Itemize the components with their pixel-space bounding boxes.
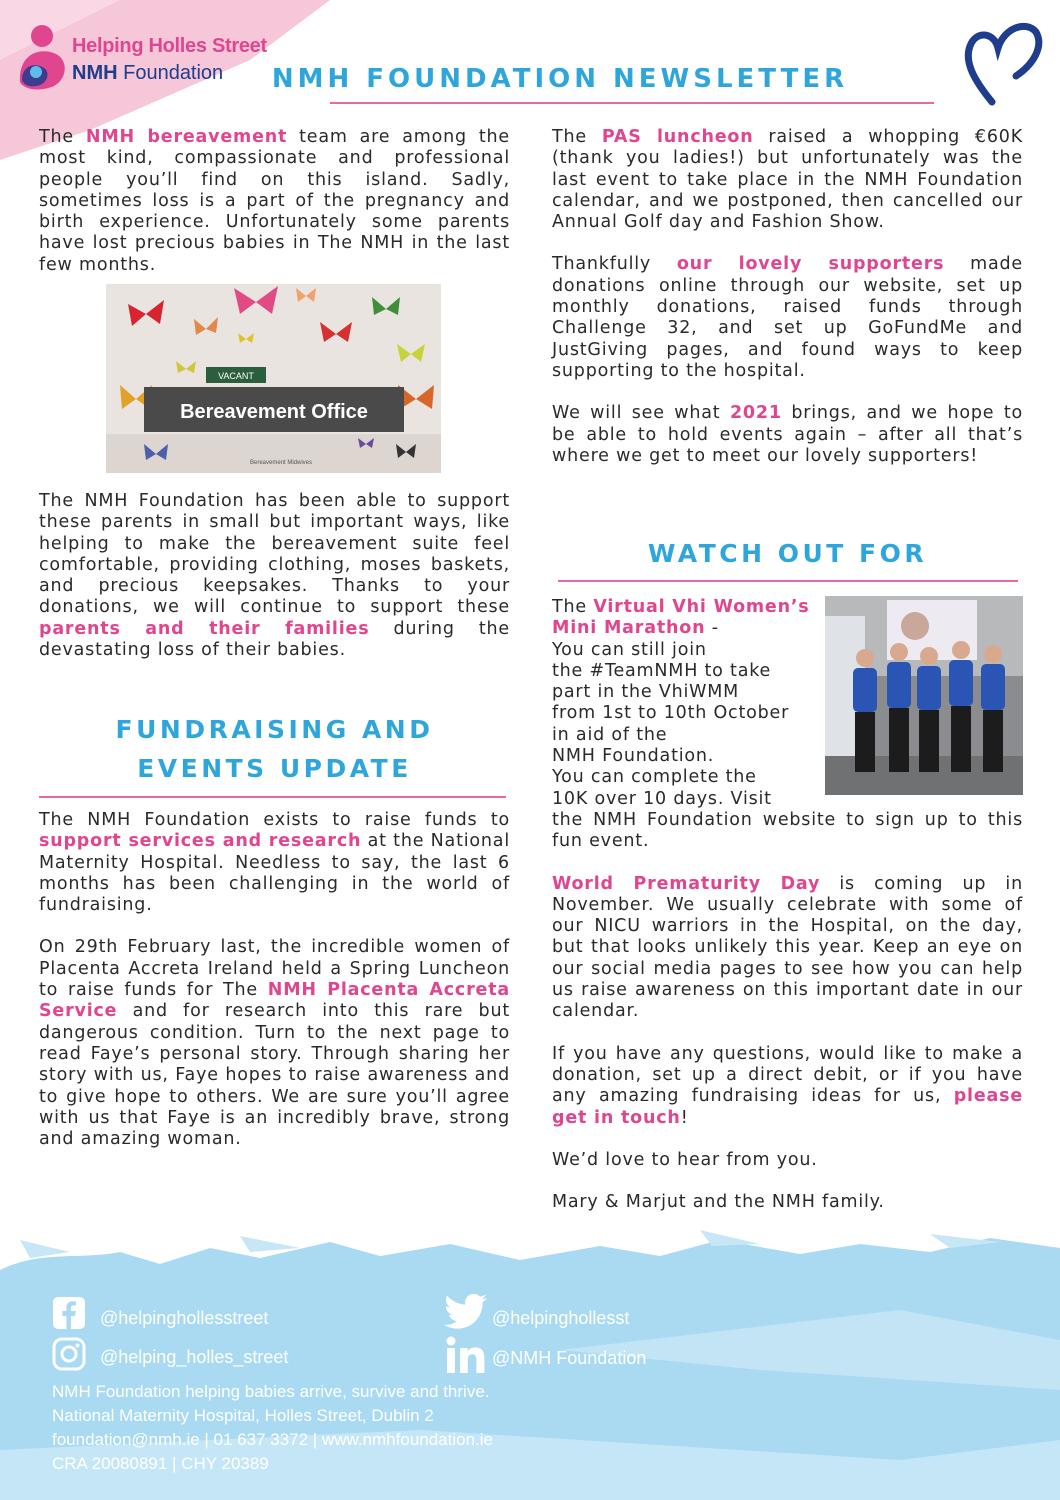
footer-charity-numbers: CRA 20080891 | CHY 20389 [52,1454,269,1473]
foundation-purpose-paragraph: The NMH Foundation exists to raise funds to support services and research at the National Maternity Hospital. Needless to say, the last 6 months has been challenging in the world of fundraising. [39,810,510,916]
linkedin-icon[interactable] [446,1336,486,1374]
mini-marathon-lines: The Virtual Vhi Women’s Mini Marathon - You can still join the #TeamNMH to take part in the VhiWMM from 1st to 10th October in aid of the NMH Foundation. You can complete the 10K over 10 days. Visit [552,597,810,809]
placenta-luncheon-paragraph: On 29th February last, the incredible women of Placenta Accreta Ireland held a Spring Luncheon to raise funds for The NMH Placenta Accreta Service and for research into this rare but dangerous condition. Turn to the next page to read Faye’s personal story. Through sharing her story with us, Faye hopes to raise awareness and to give hope to others. We are sure you’ll agree with us that Faye is an incredibly brave, strong and amazing woman. [39,937,510,1150]
pas-highlight: PAS luncheon [601,127,754,147]
prematurity-highlight: World Prematurity Day [552,873,821,894]
linkedin-handle[interactable]: @NMH Foundation [492,1348,647,1368]
bereavement-highlight: NMH bereavement [85,127,288,147]
prematurity-day-paragraph: World Prematurity Day is coming up in November. We usually celebrate with some of our NICU warriors in the Hospital, on the day, but that looks unlikely this year. Keep an eye on our social media pages to see how you can help us raise awareness on this important date in our calendar. [552,873,1023,1022]
vacant-sign-text: VACANT [218,371,254,381]
hear-from-you-text: We’d love to hear from you. [552,1149,818,1170]
mini-marathon-continued: the NMH Foundation website to sign up to this fun event. [552,810,1023,852]
placenta-service-highlight: NMH Placenta Accreta Service [39,980,510,1022]
get-in-touch-highlight[interactable]: please get in touch [552,1086,1023,1128]
logo-subtitle-rest: Foundation [117,62,224,84]
watch-out-divider [558,580,1018,582]
heart-icon [964,18,1044,108]
logo-subtitle [72,62,223,85]
supporters-highlight: our lovely supporters [676,254,945,275]
mini-marathon-highlight: Virtual Vhi Women’s [593,597,810,617]
footer-address: National Maternity Hospital, Holles Street, Dublin 2 [52,1406,434,1425]
twitter-icon[interactable] [444,1294,488,1330]
contact-paragraph: If you have any questions, would like to make a donation, set up a direct debit, or if you have any amazing fundraising ideas for us, please get in touch! [552,1043,1023,1128]
year-highlight: 2021 [729,403,782,424]
twitter-handle[interactable]: @helpinghollesst [492,1308,630,1328]
year-2021-paragraph: We will see what 2021 brings, and we hope to be able to hold events again – after all that’s where we get to meet our lovely supporters! [552,403,1023,466]
fundraising-title-line2: EVENTS UPDATE [137,754,412,783]
facebook-icon[interactable] [52,1296,86,1330]
right-bottom-text [552,810,1023,1234]
instagram-handle[interactable]: @helping_holles_street [100,1347,289,1367]
facebook-handle[interactable]: @helpinghollesstreet [100,1308,269,1328]
newsletter-title: NMH FOUNDATION NEWSLETTER [271,64,849,94]
logo-subtitle-bold: NMH [72,62,118,84]
left-fundraising-text [39,810,510,1171]
supporters-paragraph: Thankfully our lovely supporters made donations online through our website, set up monthly donations, raised funds through Challenge 32, and set up GoFundMe and JustGiving pages, and found ways to keep supporting to the hospital. [552,254,1023,381]
right-top-text [552,127,1023,488]
logo-title: Helping Holles Street [72,35,267,57]
services-highlight: support services and research [39,831,362,852]
title-divider [330,102,934,104]
footer-contact[interactable]: foundation@nmh.ie | 01 637 3372 | www.nmhfoundation.ie [52,1430,493,1449]
office-sign-text: Bereavement Office [180,401,368,423]
fundraising-title-line1: FUNDRAISING AND [115,715,434,744]
logo-mark-icon [14,22,74,92]
fundraising-divider [39,796,506,798]
signoff-text: Mary & Marjut and the NMH family. [552,1192,885,1213]
left-intro-paragraph: The NMH bereavement team are among the most kind, compassionate and professional people you’ll find on this island. Sadly, sometimes loss is a part of the pregnancy and birth experience. Unfortunately some parents have lost precious babies in The NMH in the last few months. [39,127,510,275]
bereavement-office-photo [106,284,441,473]
footer-tagline: NMH Foundation helping babies arrive, survive and thrive. [52,1382,490,1401]
runners-photo [825,596,1023,795]
left-support-paragraph: The NMH Foundation has been able to support these parents in small but important ways, like helping to make the bereavement suite feel comfortable, providing clothing, moses baskets, and precious keepsakes. Thanks to your donations, we will continue to support these parents and their families during the devastating loss of their babies. [39,491,510,661]
instagram-icon[interactable] [52,1337,86,1371]
fundraising-section-title [39,710,510,788]
pas-luncheon-paragraph: The PAS luncheon raised a whopping €60K (thank you ladies!) but unfortunately was the last event to take place in the NMH Foundation calendar, and we postponed, then cancelled our Annual Golf day and Fashion Show. [552,127,1023,233]
parents-highlight: parents and their families [39,618,370,639]
watch-out-section-title: WATCH OUT FOR [647,539,928,568]
midwives-sign-text: Bereavement Midwives [249,460,313,466]
